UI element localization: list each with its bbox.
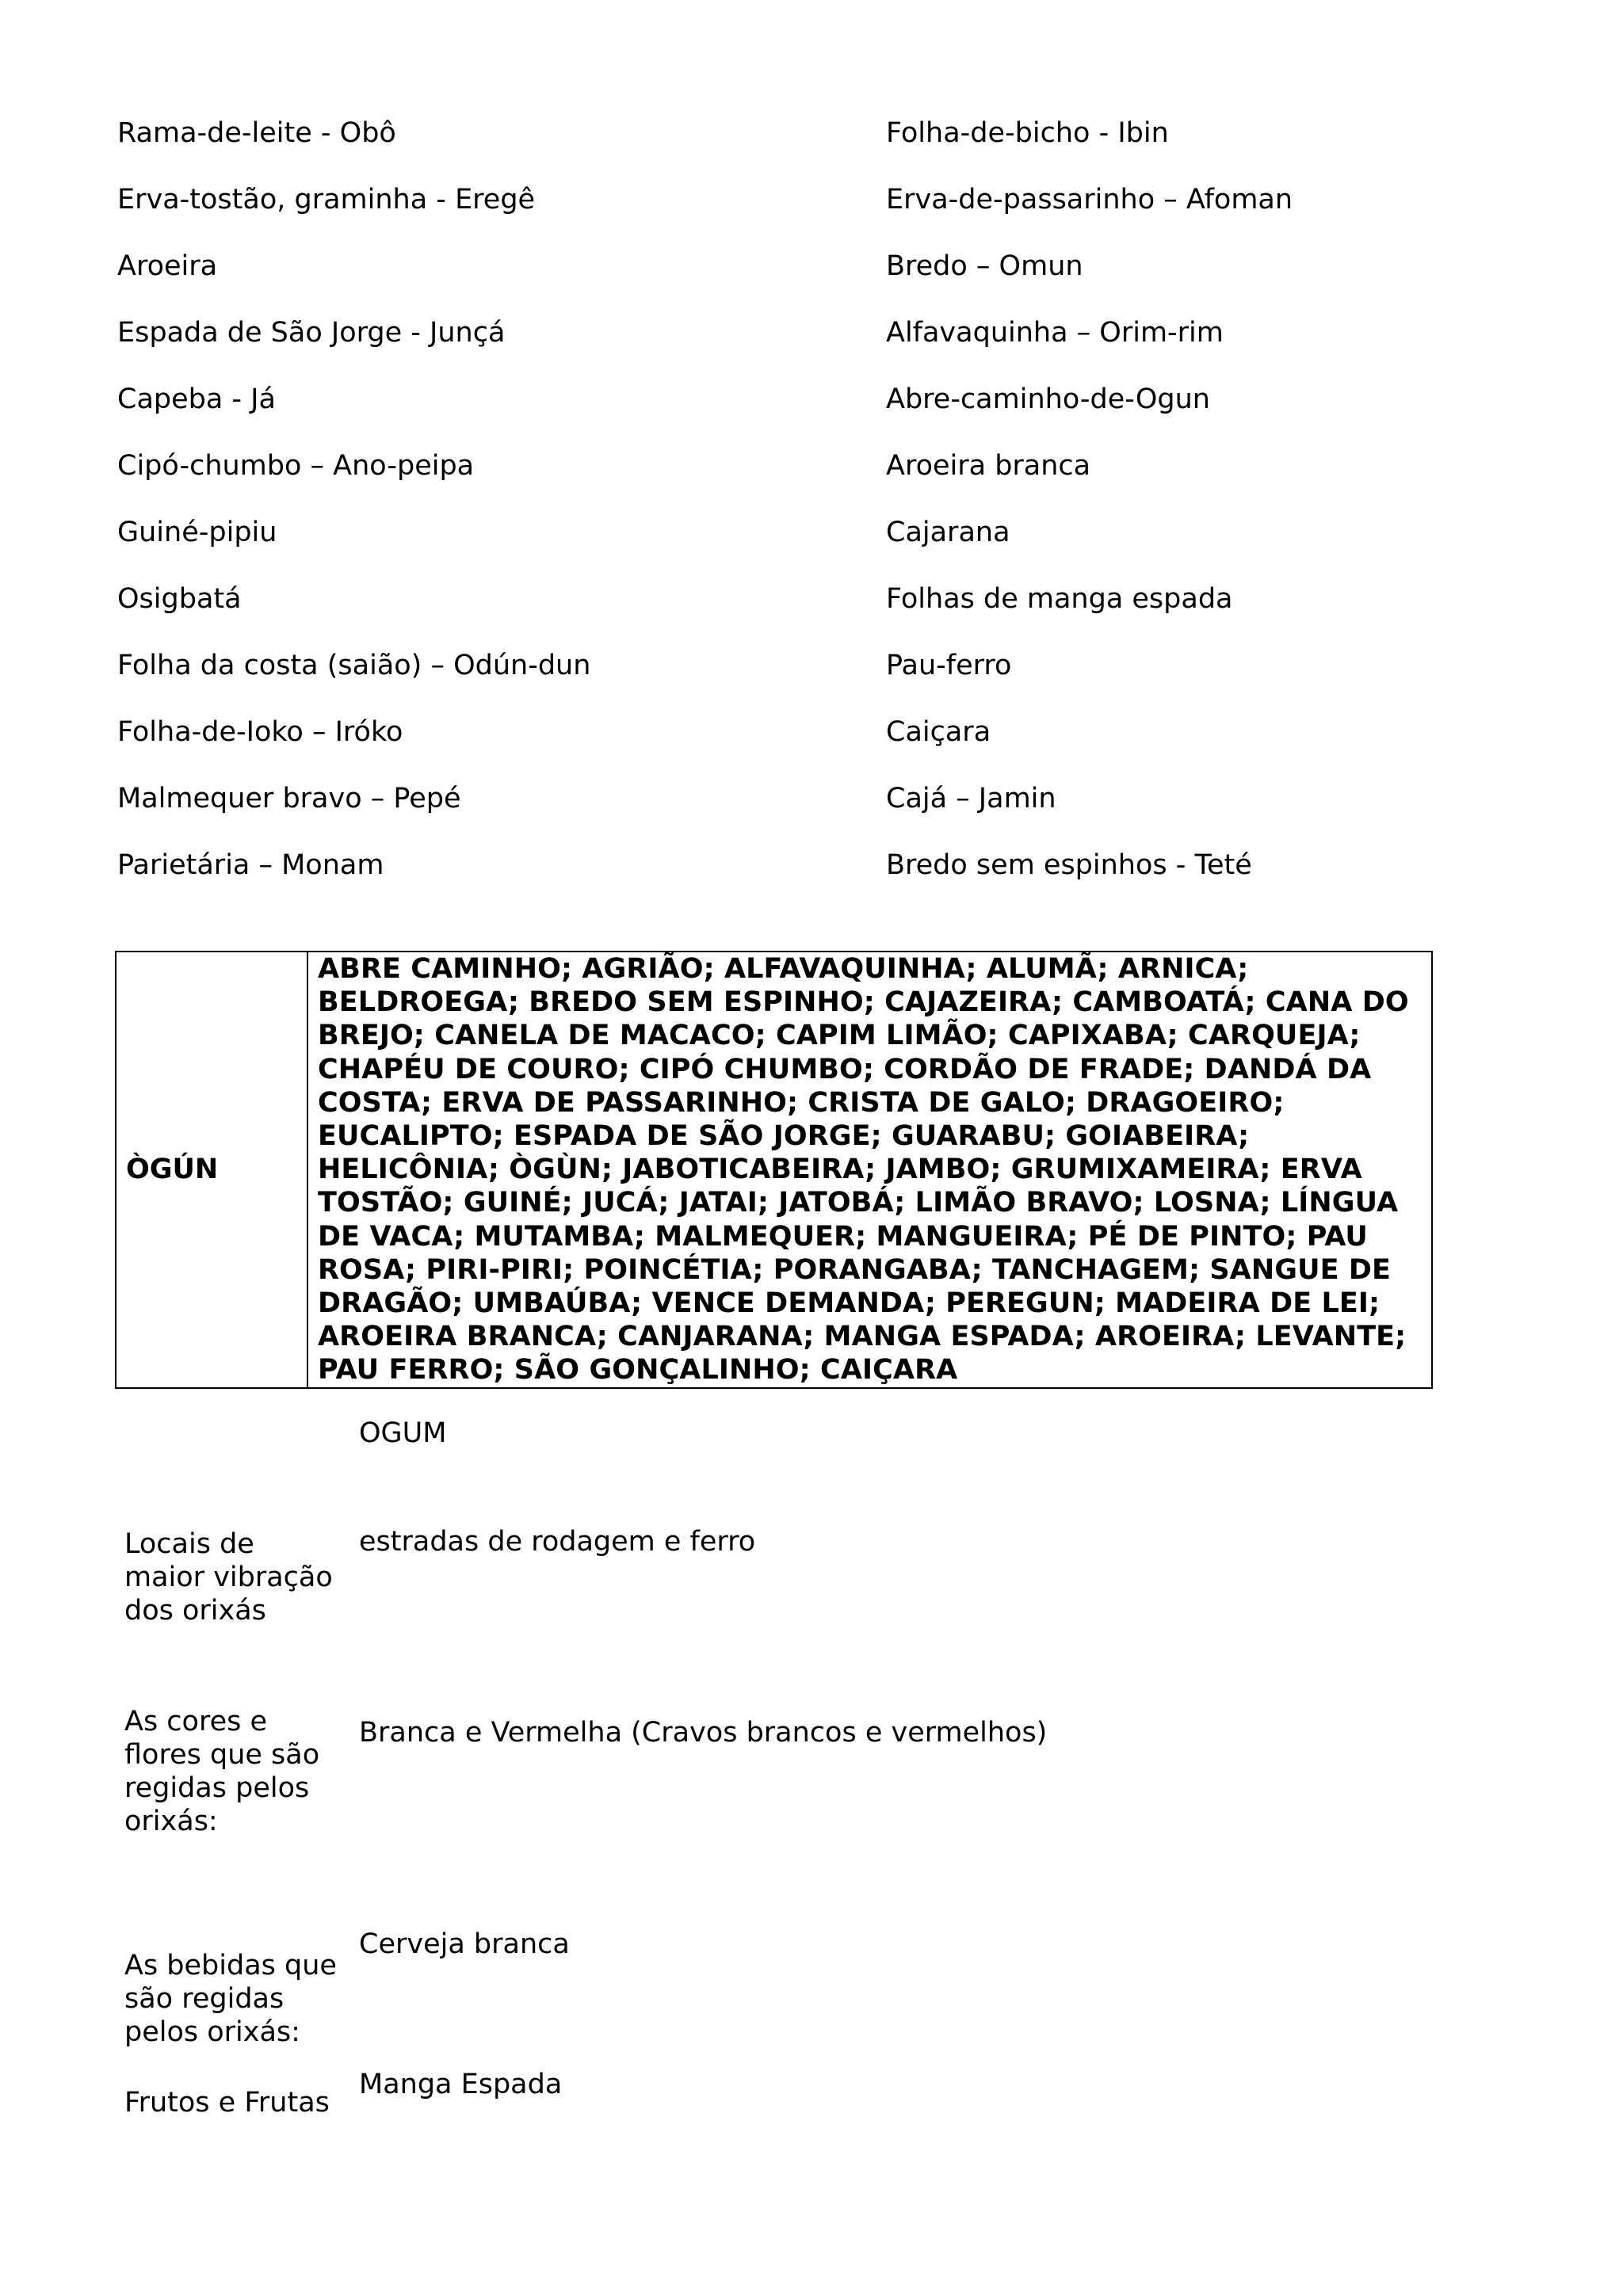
orixa-herbs-table <box>115 951 1433 1389</box>
label-line: flores que são <box>124 1739 320 1771</box>
herbs-line: DRAGÃO; UMBAÚBA; VENCE DEMANDA; PEREGUN; MADEIRA DE LEI; <box>318 1287 1381 1320</box>
herbs-line: ABRE CAMINHO; AGRIÃO; ALFAVAQUINHA; ALUMÃ; ARNICA; <box>318 953 1249 985</box>
fruits-label: Frutos e Frutas <box>124 2087 330 2119</box>
plant-item: Pau-ferro <box>886 650 1012 681</box>
herbs-cell <box>307 952 1432 1388</box>
label-line: regidas pelos <box>124 1772 310 1804</box>
colors-label <box>124 1705 354 1838</box>
plant-list-left <box>117 117 590 881</box>
herbs-line: BELDROEGA; BREDO SEM ESPINHO; CAJAZEIRA; CAMBOATÁ; CANA DO <box>318 986 1409 1019</box>
orixa-name-cell: ÒGÚN <box>116 952 307 1388</box>
label-line: As cores e <box>124 1706 268 1737</box>
herbs-line: HELICÔNIA; ÒGÙN; JABOTICABEIRA; JAMBO; GRUMIXAMEIRA; ERVA <box>318 1154 1362 1186</box>
plant-item: Rama-de-leite - Obô <box>117 117 396 149</box>
orixa-heading: OGUM <box>359 1417 447 1449</box>
plant-list-right <box>886 117 1293 881</box>
herbs-line: AROEIRA BRANCA; CANJARANA; MANGA ESPADA; AROEIRA; LEVANTE; <box>318 1321 1407 1353</box>
plant-item: Folhas de manga espada <box>886 583 1233 615</box>
plant-item: Cajarana <box>886 517 1010 548</box>
plant-item: Aroeira <box>117 250 218 282</box>
label-line: orixás: <box>124 1806 218 1837</box>
plant-item: Abre-caminho-de-Ogun <box>886 383 1210 415</box>
herbs-line: TOSTÃO; GUINÉ; JUCÁ; JATAI; JATOBÁ; LIMÃO BRAVO; LOSNA; LÍNGUA <box>318 1187 1399 1219</box>
label-line: dos orixás <box>124 1595 266 1627</box>
places-value: estradas de rodagem e ferro <box>359 1526 756 1558</box>
plant-item: Folha-de-bicho - Ibin <box>886 117 1169 149</box>
herbs-line: CHAPÉU DE COURO; CIPÓ CHUMBO; CORDÃO DE FRADE; DANDÁ DA <box>318 1053 1372 1085</box>
plant-item: Capeba - Já <box>117 383 276 415</box>
plant-item: Aroeira branca <box>886 450 1091 482</box>
places-label <box>124 1527 354 1627</box>
label-line: Locais de <box>124 1528 254 1560</box>
label-line: maior vibração <box>124 1562 333 1593</box>
plant-item: Bredo sem espinhos - Teté <box>886 849 1252 881</box>
fruits-value: Manga Espada <box>359 2069 563 2100</box>
plant-item: Erva-de-passarinho – Afoman <box>886 184 1293 215</box>
herbs-line: EUCALIPTO; ESPADA DE SÃO JORGE; GUARABU; GOIABEIRA; <box>318 1120 1250 1153</box>
herbs-line: COSTA; ERVA DE PASSARINHO; CRISTA DE GALO; DRAGOEIRO; <box>318 1086 1285 1119</box>
drinks-label <box>124 1949 354 2049</box>
plant-item: Folha da costa (saião) – Odún-dun <box>117 650 591 681</box>
plant-item: Espada de São Jorge - Junçá <box>117 317 506 349</box>
plant-item: Guiné-pipiu <box>117 517 277 548</box>
label-line: pelos orixás: <box>124 2016 300 2048</box>
herbs-line: PAU FERRO; SÃO GONÇALINHO; CAIÇARA <box>318 1354 958 1386</box>
plant-item: Caiçara <box>886 716 991 748</box>
plant-item: Malmequer bravo – Pepé <box>117 783 461 814</box>
herbs-line: BREJO; CANELA DE MACACO; CAPIM LIMÃO; CAPIXABA; CARQUEJA; <box>318 1020 1361 1052</box>
plant-item: Osigbatá <box>117 583 242 615</box>
label-line: As bebidas que <box>124 1950 337 1981</box>
plant-item: Folha-de-Ioko – Iróko <box>117 716 403 748</box>
plant-item: Cipó-chumbo – Ano-peipa <box>117 450 475 482</box>
plant-item: Alfavaquinha – Orim-rim <box>886 317 1224 349</box>
table-row <box>116 952 1432 1388</box>
plant-item: Erva-tostão, graminha - Eregê <box>117 184 536 215</box>
drinks-value: Cerveja branca <box>359 1928 570 1960</box>
herbs-line: ROSA; PIRI-PIRI; POINCÉTIA; PORANGABA; TANCHAGEM; SANGUE DE <box>318 1253 1392 1286</box>
plant-item: Cajá – Jamin <box>886 783 1056 814</box>
plant-item: Bredo – Omun <box>886 250 1083 282</box>
plant-item: Parietária – Monam <box>117 849 384 881</box>
label-line: são regidas <box>124 1983 285 2015</box>
colors-value: Branca e Vermelha (Cravos brancos e vermelhos) <box>359 1717 1048 1749</box>
herbs-line: DE VACA; MUTAMBA; MALMEQUER; MANGUEIRA; PÉ DE PINTO; PAU <box>318 1220 1368 1253</box>
